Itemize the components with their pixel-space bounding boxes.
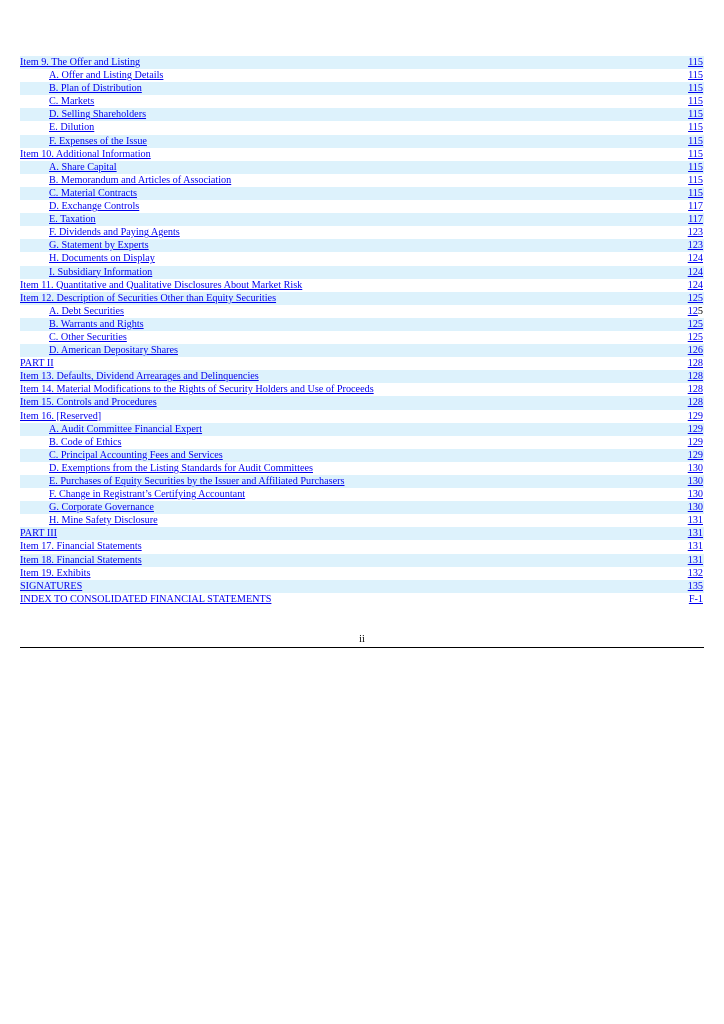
toc-page-number <box>689 593 704 606</box>
table-of-contents <box>20 56 704 606</box>
toc-row <box>20 580 704 593</box>
toc-entry-link[interactable]: Item 14. Material Modifications to the Rights of Security Holders and Use of Proceeds <box>20 384 374 396</box>
toc-page-number <box>688 200 704 213</box>
toc-page-link[interactable]: 132 <box>687 567 703 579</box>
toc-page-link[interactable]: 115 <box>688 70 703 82</box>
toc-row <box>20 396 704 409</box>
toc-entry-link[interactable]: H. Mine Safety Disclosure <box>49 515 158 527</box>
toc-page-number <box>688 396 704 409</box>
toc-entry-link[interactable]: C. Other Securities <box>49 331 127 343</box>
toc-page-link[interactable]: 131 <box>687 515 703 527</box>
toc-row <box>20 540 704 553</box>
toc-page-number <box>688 252 704 265</box>
toc-page-number <box>688 540 704 553</box>
toc-page-number <box>688 436 704 449</box>
toc-page-link[interactable]: 125 <box>687 292 703 304</box>
toc-row <box>20 135 704 148</box>
toc-page-link[interactable]: 130 <box>687 489 703 501</box>
toc-row <box>20 82 704 95</box>
toc-row <box>20 331 704 344</box>
toc-page-link[interactable]: 126 <box>687 345 703 357</box>
toc-page-number <box>688 383 704 396</box>
toc-entry-link[interactable]: B. Code of Ethics <box>49 436 122 448</box>
toc-entry-link[interactable]: Item 15. Controls and Procedures <box>20 397 157 409</box>
toc-page-number <box>688 56 704 69</box>
toc-page-link[interactable]: 124 <box>687 279 703 291</box>
toc-page-link[interactable]: 129 <box>687 449 703 461</box>
toc-page-number <box>688 501 704 514</box>
toc-entry-link[interactable]: I. Subsidiary Information <box>49 266 153 278</box>
toc-row <box>20 554 704 567</box>
toc-page-link[interactable]: 123 <box>687 240 703 252</box>
toc-entry-link[interactable]: C. Principal Accounting Fees and Services <box>49 449 223 461</box>
toc-entry-link[interactable]: G. Statement by Experts <box>49 240 149 252</box>
page-number: ii <box>359 634 365 645</box>
toc-row <box>20 488 704 501</box>
toc-row <box>20 475 704 488</box>
toc-page-number <box>688 410 704 423</box>
toc-entry-link[interactable]: B. Plan of Distribution <box>49 83 142 95</box>
toc-page-link[interactable]: 125 <box>687 318 703 330</box>
toc-row <box>20 292 704 305</box>
toc-row <box>20 383 704 396</box>
toc-entry-link[interactable]: INDEX TO CONSOLIDATED FINANCIAL STATEMENTS <box>20 593 272 605</box>
toc-row <box>20 462 704 475</box>
toc-page-link[interactable]: 115 <box>688 83 703 95</box>
toc-entry-link[interactable]: A. Offer and Listing Details <box>49 70 164 82</box>
toc-page-number <box>688 187 704 200</box>
toc-page-number <box>688 580 704 593</box>
toc-entry-link[interactable]: SIGNATURES <box>20 580 83 592</box>
toc-page-link[interactable]: 131 <box>687 528 703 540</box>
toc-page-link[interactable]: 128 <box>687 397 703 409</box>
toc-row <box>20 69 704 82</box>
toc-entry-link[interactable]: C. Material Contracts <box>49 187 137 199</box>
toc-page-number <box>688 449 704 462</box>
toc-page-link[interactable]: 130 <box>687 476 703 487</box>
toc-page-number <box>688 370 704 383</box>
toc-page-link[interactable]: 123 <box>687 227 703 239</box>
toc-page-tail: 5 <box>697 305 703 317</box>
toc-entry-link[interactable]: Item 10. Additional Information <box>20 148 151 160</box>
toc-page-number <box>688 135 704 148</box>
toc-page-number <box>688 161 704 174</box>
toc-page-link[interactable]: 124 <box>687 253 703 265</box>
toc-page-number <box>688 174 704 187</box>
toc-entry-link[interactable]: Item 19. Exhibits <box>20 567 91 579</box>
toc-row <box>20 266 704 279</box>
toc-row <box>20 187 704 200</box>
toc-page-number <box>688 462 704 475</box>
toc-entry-link[interactable]: PART III <box>20 528 58 540</box>
toc-row <box>20 279 704 292</box>
toc-entry-link[interactable]: D. Selling Shareholders <box>49 109 147 121</box>
footer-rule <box>20 647 704 648</box>
toc-row <box>20 436 704 449</box>
toc-page-link[interactable]: 115 <box>688 174 703 186</box>
toc-row <box>20 410 704 423</box>
toc-page-link[interactable]: 115 <box>688 122 703 134</box>
toc-page-number <box>688 305 704 318</box>
toc-entry-link[interactable]: H. Documents on Display <box>49 253 155 265</box>
toc-row <box>20 357 704 370</box>
toc-row <box>20 174 704 187</box>
toc-page-number <box>688 514 704 527</box>
toc-row <box>20 593 704 606</box>
toc-page-link[interactable]: 115 <box>688 109 703 121</box>
toc-page-number <box>688 279 704 292</box>
toc-entry-link[interactable]: F. Dividends and Paying Agents <box>49 227 180 239</box>
toc-entry-link[interactable]: B. Memorandum and Articles of Association <box>49 174 232 186</box>
toc-page-number <box>688 266 704 279</box>
toc-row <box>20 305 704 318</box>
toc-row <box>20 239 704 252</box>
toc-entry-link[interactable]: Item 18. Financial Statements <box>20 554 142 566</box>
toc-page-number <box>688 108 704 121</box>
toc-page-link[interactable]: 115 <box>688 161 703 173</box>
toc-page-number <box>688 554 704 567</box>
toc-page-number <box>688 331 704 344</box>
toc-page-link[interactable]: 130 <box>687 502 703 514</box>
toc-page-link[interactable]: 124 <box>687 266 703 278</box>
toc-page-link[interactable]: 115 <box>688 148 703 160</box>
toc-entry-link[interactable]: D. Exchange Controls <box>49 201 140 213</box>
toc-entry-link[interactable]: Item 11. Quantitative and Qualitative Disclosures About Market Risk <box>20 279 303 291</box>
toc-page-link[interactable]: 131 <box>687 541 703 553</box>
toc-page-number <box>688 226 704 239</box>
toc-page-number <box>688 82 704 95</box>
toc-row <box>20 200 704 213</box>
toc-entry-link[interactable]: E. Dilution <box>49 122 95 134</box>
toc-page-link[interactable]: 129 <box>687 410 703 422</box>
toc-row <box>20 213 704 226</box>
toc-page-number <box>688 95 704 108</box>
toc-page-number <box>688 318 704 331</box>
toc-row <box>20 95 704 108</box>
toc-entry-link[interactable]: Item 13. Defaults, Dividend Arrearages and Delinquencies <box>20 371 259 383</box>
toc-entry-link[interactable]: A. Share Capital <box>49 161 117 173</box>
toc-entry-link[interactable]: F. Expenses of the Issue <box>49 135 147 147</box>
toc-page-link[interactable]: 131 <box>687 554 703 566</box>
toc-entry-link[interactable]: F. Change in Registrant’s Certifying Accountant <box>49 489 246 501</box>
toc-entry-link[interactable]: G. Corporate Governance <box>49 502 154 514</box>
toc-page-link[interactable]: F-1 <box>688 593 703 605</box>
toc-page-link[interactable]: 128 <box>687 371 703 383</box>
toc-page-number <box>688 423 704 436</box>
toc-entry-link[interactable]: Item 9. The Offer and Listing <box>20 57 141 68</box>
toc-page-number <box>688 239 704 252</box>
toc-entry-link[interactable]: Item 16. [Reserved] <box>20 410 102 422</box>
toc-row <box>20 501 704 514</box>
toc-page-number <box>688 148 704 161</box>
toc-row <box>20 121 704 134</box>
toc-page-link[interactable]: 117 <box>688 201 703 213</box>
toc-entry-link[interactable]: A. Audit Committee Financial Expert <box>49 423 203 435</box>
toc-page-number <box>688 121 704 134</box>
toc-page-link[interactable]: 128 <box>687 358 703 370</box>
toc-page-number <box>688 527 704 540</box>
toc-page-link[interactable]: 125 <box>687 331 703 343</box>
toc-page-number <box>688 475 704 488</box>
toc-page-link[interactable]: 115 <box>688 57 703 68</box>
toc-row <box>20 527 704 540</box>
toc-row <box>20 567 704 580</box>
toc-entry-link[interactable]: PART II <box>20 358 54 370</box>
toc-page-number <box>688 357 704 370</box>
toc-page-number <box>688 69 704 82</box>
toc-page-link[interactable]: 115 <box>688 96 703 108</box>
toc-entry-link[interactable]: E. Taxation <box>49 214 96 226</box>
toc-page-link[interactable]: 129 <box>687 436 703 448</box>
toc-row <box>20 370 704 383</box>
toc-entry-link[interactable]: A. Debt Securities <box>49 305 124 317</box>
toc-page-number <box>688 488 704 501</box>
toc-row <box>20 148 704 161</box>
toc-entry-link[interactable]: D. Exemptions from the Listing Standards for Audit Committees <box>49 462 313 474</box>
toc-entry-link[interactable]: Item 12. Description of Securities Other than Equity Securities <box>20 292 277 304</box>
toc-row <box>20 514 704 527</box>
toc-page-link[interactable]: 115 <box>688 135 703 147</box>
toc-page-link[interactable]: 12 <box>687 305 698 317</box>
toc-page-number <box>688 292 704 305</box>
toc-row <box>20 56 704 69</box>
toc-entry-link[interactable]: C. Markets <box>49 96 95 108</box>
toc-row <box>20 226 704 239</box>
toc-row <box>20 423 704 436</box>
toc-entry-link[interactable]: Item 17. Financial Statements <box>20 541 142 553</box>
toc-row <box>20 449 704 462</box>
toc-entry-link[interactable]: E. Purchases of Equity Securities by the Issuer and Affiliated Purchasers <box>49 476 345 487</box>
toc-page-number <box>688 344 704 357</box>
toc-row <box>20 252 704 265</box>
toc-page-link[interactable]: 130 <box>687 462 703 474</box>
toc-page-link[interactable]: 128 <box>687 384 703 396</box>
toc-page-link[interactable]: 117 <box>688 214 703 226</box>
toc-entry-link[interactable]: B. Warrants and Rights <box>49 318 144 330</box>
toc-row <box>20 161 704 174</box>
toc-page-link[interactable]: 135 <box>687 580 703 592</box>
toc-page-number <box>688 213 704 226</box>
toc-page-link[interactable]: 115 <box>688 187 703 199</box>
toc-row <box>20 108 704 121</box>
toc-row <box>20 344 704 357</box>
toc-page-link[interactable]: 129 <box>687 423 703 435</box>
toc-page-number <box>688 567 704 580</box>
toc-row <box>20 318 704 331</box>
toc-entry-link[interactable]: D. American Depositary Shares <box>49 345 179 357</box>
